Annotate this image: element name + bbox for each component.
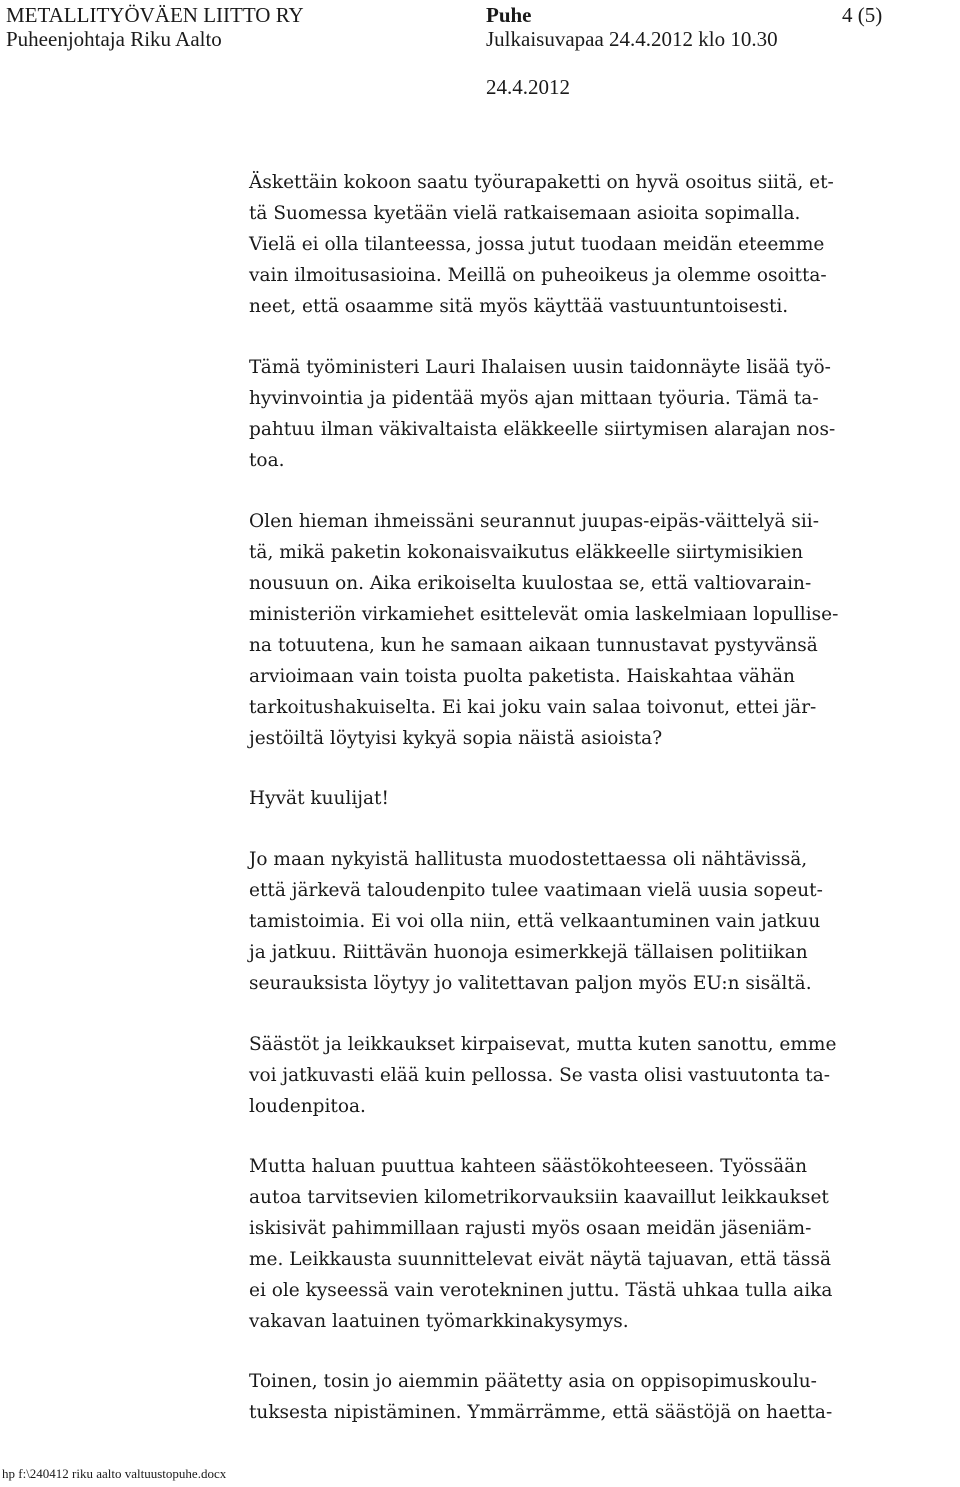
body-line: tamistoimia. Ei voi olla niin, että velkaantuminen vain jatkuu [249,911,821,932]
body-line: iskisivät pahimmillaan rajusti myös osaan meidän jäseniäm- [249,1218,812,1239]
body-line: jestöiltä löytyisi kykyä sopia näistä asioista? [249,728,663,749]
body-line: me. Leikkausta suunnittelevat eivät näytä tajuavan, että tässä [249,1249,832,1270]
body-line: loudenpitoa. [249,1096,366,1117]
body-line: Vielä ei olla tilanteessa, jossa jutut tuodaan meidän eteemme [249,234,825,255]
body-line: neet, että osaamme sitä myös käyttää vastuuntuntoisesti. [249,296,789,317]
body-line: hyvinvointia ja pidentää myös ajan mittaan työuria. Tämä ta- [249,388,819,409]
body-line: tä Suomessa kyetään vielä ratkaisemaan asioita sopimalla. [249,203,801,224]
body-line: ja jatkuu. Riittävän huonoja esimerkkejä tällaisen politiikan [249,942,808,963]
organization-name: METALLITYÖVÄEN LIITTO RY [6,3,304,27]
body-line: Toinen, tosin jo aiemmin päätetty asia on oppisopimuskoulu- [249,1371,817,1392]
body-line: autoa tarvitsevien kilometrikorvauksiin kaavaillut leikkaukset [249,1187,829,1208]
body-line: Tämä työministeri Lauri Ihalaisen uusin taidonnäyte lisää työ- [249,357,831,378]
body-line: Hyvät kuulijat! [249,788,389,809]
body-line: tä, mikä paketin kokonaisvaikutus eläkkeelle siirtymisikien [249,542,804,563]
body-line: Äskettäin kokoon saatu työurapaketti on hyvä osoitus siitä, et- [249,172,834,193]
body-line: Jo maan nykyistä hallitusta muodostettaessa oli nähtävissä, [249,849,808,870]
speech-date: 24.4.2012 [486,75,570,99]
body-line: voi jatkuvasti elää kuin pellossa. Se vasta olisi vastuutonta ta- [249,1065,830,1086]
body-line: Mutta haluan puuttua kahteen säästökohteeseen. Työssään [249,1156,808,1177]
body-line: vakavan laatuinen työmarkkinakysymys. [249,1311,629,1332]
body-line: Olen hieman ihmeissäni seurannut juupas-eipäs-väittelyä sii- [249,511,819,532]
file-path-footer: hp f:\240412 riku aalto valtuustopuhe.docx [2,1466,227,1481]
body-line: toa. [249,450,285,471]
body-line: Säästöt ja leikkaukset kirpaisevat, mutta kuten sanottu, emme [249,1034,837,1055]
speaker-name: Puheenjohtaja Riku Aalto [6,27,222,51]
body-line: na totuutena, kun he samaan aikaan tunnustavat pystyvänsä [249,635,818,656]
body-line: ministeriön virkamiehet esittelevät omia laskelmiaan lopullise- [249,604,839,625]
body-line: nousuun on. Aika erikoiselta kuulostaa se, että valtiovarain- [249,573,812,594]
document-type: Puhe [486,3,532,27]
body-line: ei ole kyseessä vain verotekninen juttu. Tästä uhkaa tulla aika [249,1280,833,1301]
body-line: arvioimaan vain toista puolta paketista. Haiskahtaa vähän [249,666,795,687]
body-line: pahtuu ilman väkivaltaista eläkkeelle siirtymisen alarajan nos- [249,419,836,440]
body-line: seurauksista löytyy jo valitettavan paljon myös EU:n sisältä. [249,973,812,994]
body-line: tuksesta nipistäminen. Ymmärrämme, että säästöjä on haetta- [249,1402,833,1423]
body-line: vain ilmoitusasioina. Meillä on puheoikeus ja olemme osoitta- [249,265,827,286]
page-number: 4 (5) [842,3,883,27]
body-line: tarkoitushakuiselta. Ei kai joku vain salaa toivonut, ettei jär- [249,697,817,718]
body-line: että järkevä taloudenpito tulee vaatimaan vielä uusia sopeut- [249,880,823,901]
release-note: Julkaisuvapaa 24.4.2012 klo 10.30 [486,27,778,51]
